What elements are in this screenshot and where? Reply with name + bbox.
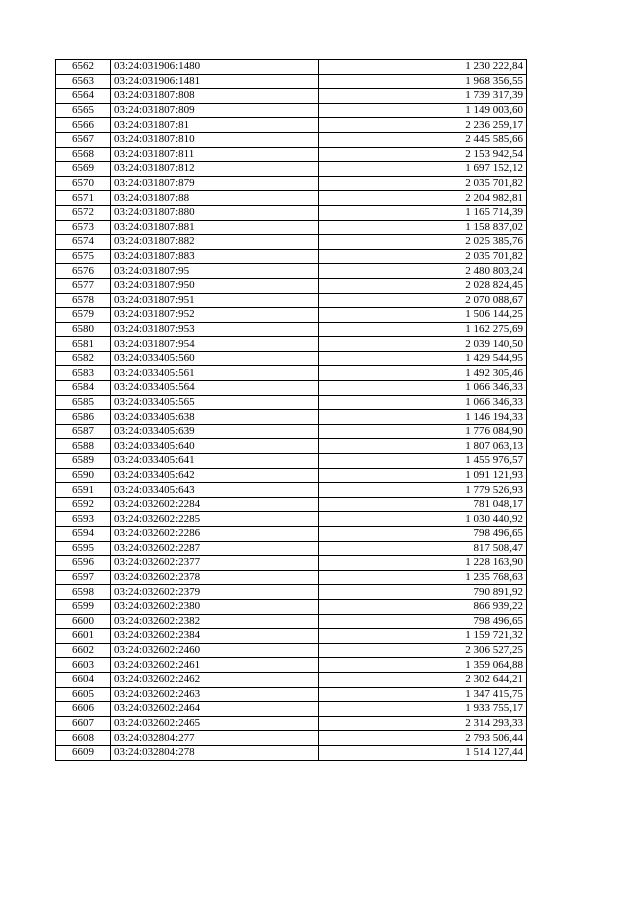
cadastral-number-cell: 03:24:032602:2464 [111, 702, 319, 717]
cadastral-value-cell: 1 066 346,33 [319, 395, 527, 410]
cadastral-number-cell: 03:24:031807:952 [111, 308, 319, 323]
row-number-cell: 6601 [56, 629, 111, 644]
row-number-cell: 6583 [56, 366, 111, 381]
cadastral-value-cell: 2 302 644,21 [319, 672, 527, 687]
row-number-cell: 6607 [56, 716, 111, 731]
cadastral-number-cell: 03:24:031807:880 [111, 205, 319, 220]
table-row [56, 410, 527, 425]
table-row [56, 424, 527, 439]
cadastral-number-cell: 03:24:031807:954 [111, 337, 319, 352]
cadastral-number-cell: 03:24:033405:565 [111, 395, 319, 410]
table-row [56, 147, 527, 162]
cadastral-number-cell: 03:24:032602:2384 [111, 629, 319, 644]
row-number-cell: 6581 [56, 337, 111, 352]
cadastral-value-cell: 2 793 506,44 [319, 731, 527, 746]
cadastral-number-cell: 03:24:032602:2286 [111, 527, 319, 542]
row-number-cell: 6569 [56, 162, 111, 177]
cadastral-value-cell: 798 496,65 [319, 527, 527, 542]
cadastral-value-cell: 2 025 385,76 [319, 235, 527, 250]
table-row [56, 103, 527, 118]
cadastral-value-cell: 1 514 127,44 [319, 745, 527, 760]
cadastral-number-cell: 03:24:033405:560 [111, 351, 319, 366]
table-body [56, 60, 527, 761]
table-row [56, 702, 527, 717]
cadastral-value-cell: 1 228 163,90 [319, 556, 527, 571]
table-row [56, 599, 527, 614]
row-number-cell: 6574 [56, 235, 111, 250]
cadastral-number-cell: 03:24:031906:1480 [111, 60, 319, 75]
cadastral-number-cell: 03:24:033405:564 [111, 381, 319, 396]
cadastral-number-cell: 03:24:031807:88 [111, 191, 319, 206]
cadastral-value-cell: 1 697 152,12 [319, 162, 527, 177]
row-number-cell: 6568 [56, 147, 111, 162]
cadastral-value-cell: 2 236 259,17 [319, 118, 527, 133]
cadastral-value-cell: 2 153 942,54 [319, 147, 527, 162]
cadastral-value-cell: 1 030 440,92 [319, 512, 527, 527]
cadastral-value-cell: 1 807 063,13 [319, 439, 527, 454]
cadastral-value-cell: 1 506 144,25 [319, 308, 527, 323]
cadastral-value-cell: 1 162 275,69 [319, 322, 527, 337]
table-row [56, 468, 527, 483]
cadastral-value-cell: 1 739 317,39 [319, 89, 527, 104]
row-number-cell: 6605 [56, 687, 111, 702]
table-row [56, 716, 527, 731]
row-number-cell: 6602 [56, 643, 111, 658]
row-number-cell: 6588 [56, 439, 111, 454]
cadastral-number-cell: 03:24:032804:277 [111, 731, 319, 746]
cadastral-number-cell: 03:24:032602:2380 [111, 599, 319, 614]
table-row [56, 629, 527, 644]
table-row [56, 395, 527, 410]
row-number-cell: 6578 [56, 293, 111, 308]
table-row [56, 118, 527, 133]
table-row [56, 60, 527, 75]
cadastral-value-cell: 1 146 194,33 [319, 410, 527, 425]
cadastral-number-cell: 03:24:033405:639 [111, 424, 319, 439]
table-row [56, 176, 527, 191]
table-row [56, 512, 527, 527]
row-number-cell: 6590 [56, 468, 111, 483]
table-row [56, 351, 527, 366]
table-row [56, 337, 527, 352]
cadastral-value-cell: 790 891,92 [319, 585, 527, 600]
table-row [56, 205, 527, 220]
cadastral-number-cell: 03:24:031807:950 [111, 278, 319, 293]
cadastral-number-cell: 03:24:031807:951 [111, 293, 319, 308]
cadastral-number-cell: 03:24:032804:278 [111, 745, 319, 760]
table-row [56, 497, 527, 512]
row-number-cell: 6565 [56, 103, 111, 118]
cadastral-value-cell: 1 933 755,17 [319, 702, 527, 717]
cadastral-value-cell: 1 779 526,93 [319, 483, 527, 498]
cadastral-number-cell: 03:24:033405:642 [111, 468, 319, 483]
cadastral-value-cell: 2 314 293,33 [319, 716, 527, 731]
table-row [56, 745, 527, 760]
cadastral-number-cell: 03:24:032602:2461 [111, 658, 319, 673]
cadastral-number-cell: 03:24:031807:810 [111, 132, 319, 147]
cadastral-number-cell: 03:24:031807:881 [111, 220, 319, 235]
cadastral-number-cell: 03:24:032602:2465 [111, 716, 319, 731]
table-row [56, 585, 527, 600]
row-number-cell: 6575 [56, 249, 111, 264]
cadastral-value-table [55, 59, 527, 761]
row-number-cell: 6591 [56, 483, 111, 498]
table-row [56, 643, 527, 658]
cadastral-number-cell: 03:24:031807:953 [111, 322, 319, 337]
row-number-cell: 6580 [56, 322, 111, 337]
cadastral-value-cell: 1 347 415,75 [319, 687, 527, 702]
cadastral-value-cell: 1 455 976,57 [319, 454, 527, 469]
row-number-cell: 6604 [56, 672, 111, 687]
cadastral-value-cell: 2 070 088,67 [319, 293, 527, 308]
row-number-cell: 6603 [56, 658, 111, 673]
cadastral-number-cell: 03:24:031807:808 [111, 89, 319, 104]
table-row [56, 541, 527, 556]
row-number-cell: 6562 [56, 60, 111, 75]
row-number-cell: 6586 [56, 410, 111, 425]
row-number-cell: 6594 [56, 527, 111, 542]
cadastral-value-cell: 866 939,22 [319, 599, 527, 614]
cadastral-value-cell: 2 204 982,81 [319, 191, 527, 206]
cadastral-value-cell: 1 230 222,84 [319, 60, 527, 75]
cadastral-value-cell: 1 359 064,88 [319, 658, 527, 673]
table-row [56, 454, 527, 469]
row-number-cell: 6563 [56, 74, 111, 89]
cadastral-value-cell: 1 492 305,46 [319, 366, 527, 381]
row-number-cell: 6606 [56, 702, 111, 717]
row-number-cell: 6585 [56, 395, 111, 410]
cadastral-number-cell: 03:24:032602:2379 [111, 585, 319, 600]
table-row [56, 235, 527, 250]
cadastral-number-cell: 03:24:031906:1481 [111, 74, 319, 89]
cadastral-number-cell: 03:24:031807:81 [111, 118, 319, 133]
table-row [56, 483, 527, 498]
row-number-cell: 6598 [56, 585, 111, 600]
cadastral-number-cell: 03:24:032602:2285 [111, 512, 319, 527]
row-number-cell: 6596 [56, 556, 111, 571]
row-number-cell: 6582 [56, 351, 111, 366]
cadastral-number-cell: 03:24:033405:641 [111, 454, 319, 469]
row-number-cell: 6599 [56, 599, 111, 614]
cadastral-value-cell: 817 508,47 [319, 541, 527, 556]
cadastral-value-cell: 798 496,65 [319, 614, 527, 629]
cadastral-value-cell: 2 035 701,82 [319, 249, 527, 264]
row-number-cell: 6584 [56, 381, 111, 396]
cadastral-number-cell: 03:24:033405:640 [111, 439, 319, 454]
row-number-cell: 6566 [56, 118, 111, 133]
cadastral-value-cell: 2 306 527,25 [319, 643, 527, 658]
cadastral-number-cell: 03:24:033405:643 [111, 483, 319, 498]
cadastral-number-cell: 03:24:032602:2377 [111, 556, 319, 571]
table-row [56, 293, 527, 308]
cadastral-number-cell: 03:24:031807:882 [111, 235, 319, 250]
row-number-cell: 6570 [56, 176, 111, 191]
table-row [56, 556, 527, 571]
row-number-cell: 6608 [56, 731, 111, 746]
table-row [56, 264, 527, 279]
cadastral-value-cell: 1 149 003,60 [319, 103, 527, 118]
row-number-cell: 6564 [56, 89, 111, 104]
cadastral-number-cell: 03:24:032602:2460 [111, 643, 319, 658]
table-row [56, 162, 527, 177]
row-number-cell: 6573 [56, 220, 111, 235]
cadastral-number-cell: 03:24:032602:2287 [111, 541, 319, 556]
table-row [56, 89, 527, 104]
row-number-cell: 6600 [56, 614, 111, 629]
cadastral-value-cell: 1 968 356,55 [319, 74, 527, 89]
cadastral-value-cell: 1 158 837,02 [319, 220, 527, 235]
cadastral-value-cell: 1 159 721,32 [319, 629, 527, 644]
cadastral-value-cell: 2 035 701,82 [319, 176, 527, 191]
row-number-cell: 6587 [56, 424, 111, 439]
table-row [56, 672, 527, 687]
table-row [56, 132, 527, 147]
cadastral-number-cell: 03:24:032602:2463 [111, 687, 319, 702]
table-row [56, 322, 527, 337]
table-row [56, 308, 527, 323]
table-row [56, 614, 527, 629]
cadastral-value-cell: 2 039 140,50 [319, 337, 527, 352]
row-number-cell: 6567 [56, 132, 111, 147]
table-row [56, 191, 527, 206]
cadastral-number-cell: 03:24:033405:561 [111, 366, 319, 381]
cadastral-value-cell: 2 028 824,45 [319, 278, 527, 293]
table-row [56, 439, 527, 454]
table-row [56, 381, 527, 396]
row-number-cell: 6589 [56, 454, 111, 469]
cadastral-value-cell: 1 066 346,33 [319, 381, 527, 396]
cadastral-value-cell: 1 165 714,39 [319, 205, 527, 220]
table-row [56, 731, 527, 746]
cadastral-value-cell: 1 776 084,90 [319, 424, 527, 439]
cadastral-number-cell: 03:24:032602:2378 [111, 570, 319, 585]
cadastral-number-cell: 03:24:032602:2284 [111, 497, 319, 512]
row-number-cell: 6595 [56, 541, 111, 556]
cadastral-value-cell: 781 048,17 [319, 497, 527, 512]
cadastral-value-cell: 1 429 544,95 [319, 351, 527, 366]
row-number-cell: 6571 [56, 191, 111, 206]
table-row [56, 249, 527, 264]
cadastral-value-cell: 2 480 803,24 [319, 264, 527, 279]
table-row [56, 74, 527, 89]
table-row [56, 278, 527, 293]
row-number-cell: 6577 [56, 278, 111, 293]
table-row [56, 658, 527, 673]
cadastral-number-cell: 03:24:032602:2382 [111, 614, 319, 629]
table-row [56, 220, 527, 235]
cadastral-value-cell: 1 235 768,63 [319, 570, 527, 585]
cadastral-value-cell: 2 445 585,66 [319, 132, 527, 147]
cadastral-number-cell: 03:24:031807:809 [111, 103, 319, 118]
cadastral-number-cell: 03:24:031807:811 [111, 147, 319, 162]
table-row [56, 527, 527, 542]
table-row [56, 687, 527, 702]
cadastral-value-cell: 1 091 121,93 [319, 468, 527, 483]
row-number-cell: 6597 [56, 570, 111, 585]
table-row [56, 366, 527, 381]
cadastral-number-cell: 03:24:033405:638 [111, 410, 319, 425]
cadastral-number-cell: 03:24:032602:2462 [111, 672, 319, 687]
row-number-cell: 6609 [56, 745, 111, 760]
cadastral-number-cell: 03:24:031807:883 [111, 249, 319, 264]
row-number-cell: 6579 [56, 308, 111, 323]
row-number-cell: 6576 [56, 264, 111, 279]
cadastral-number-cell: 03:24:031807:812 [111, 162, 319, 177]
cadastral-number-cell: 03:24:031807:879 [111, 176, 319, 191]
row-number-cell: 6592 [56, 497, 111, 512]
table-row [56, 570, 527, 585]
row-number-cell: 6572 [56, 205, 111, 220]
row-number-cell: 6593 [56, 512, 111, 527]
cadastral-number-cell: 03:24:031807:95 [111, 264, 319, 279]
